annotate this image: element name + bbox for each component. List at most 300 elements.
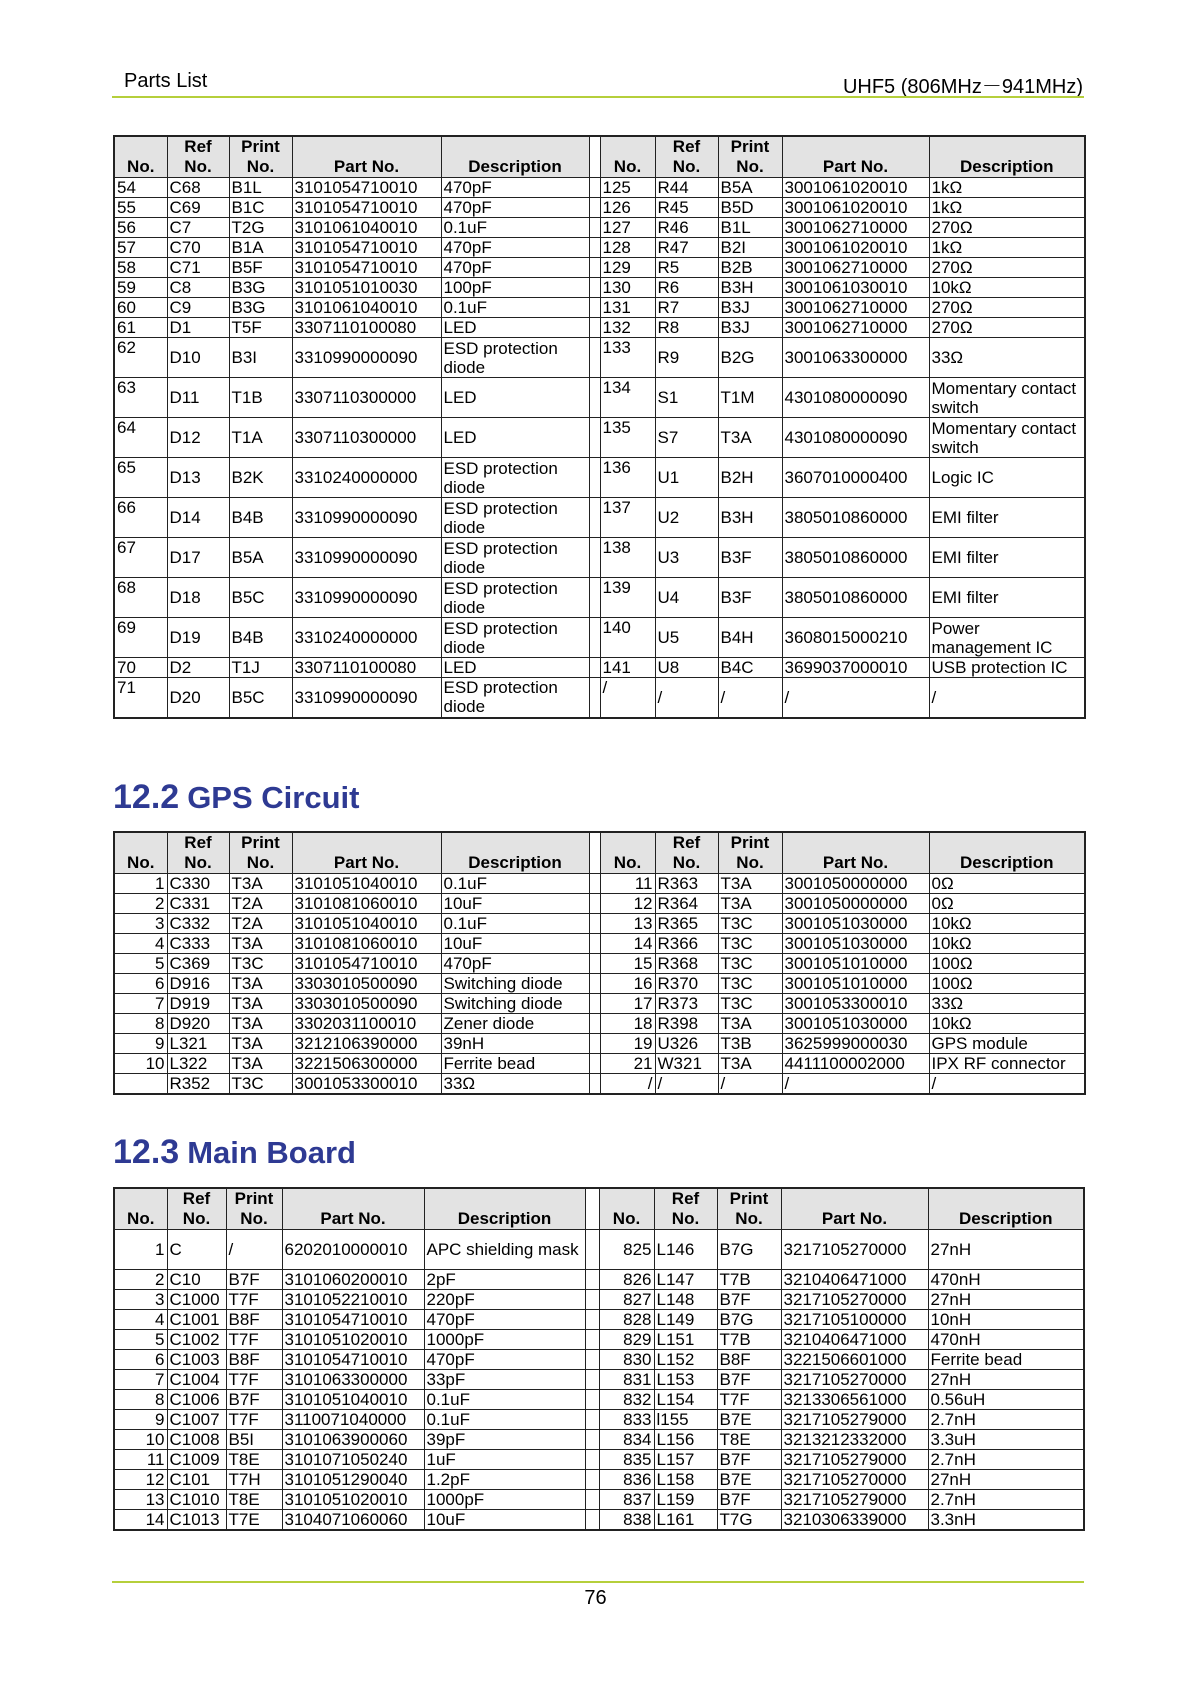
cell-print-no: B7G [717,1230,781,1270]
cell-part-no: 3210306339000 [781,1510,928,1531]
cell-description: 0.1uF [441,874,589,894]
table-row [114,678,1085,718]
cell-print-no: / [718,678,782,718]
footer-rule [112,1581,1084,1583]
ref-no-header: Ref No. [654,1188,717,1230]
cell-part-no: 3307110100080 [292,318,441,338]
description-header: Description [929,136,1085,178]
cell-ref-no: C10 [167,1270,226,1290]
cell-print-no: / [718,1074,782,1095]
cell-print-no: T7F [226,1370,282,1390]
cell-no: 7 [114,994,167,1014]
cell-part-no: 3001061020010 [782,238,929,258]
table-row [114,974,1085,994]
cell-description: 220pF [424,1290,585,1310]
cell-no: 63 [114,378,167,418]
table-row [114,318,1085,338]
cell-print-no: B4C [718,658,782,678]
cell-print-no: B3G [229,298,292,318]
cell-no: 4 [114,1310,167,1330]
table-row [114,954,1085,974]
cell-description: 100Ω [929,974,1085,994]
cell-no: 827 [599,1290,654,1310]
parts-table-gps [113,831,1086,1095]
cell-description: 10uF [424,1510,585,1531]
table-row [114,1450,1084,1470]
cell-ref-no: D2 [167,658,229,678]
cell-print-no: B2H [718,458,782,498]
cell-no: 3 [114,914,167,934]
cell-ref-no: U8 [655,658,718,678]
table-row [114,994,1085,1014]
table-row [114,1490,1084,1510]
table-row [114,338,1085,378]
cell-part-no: 3307110100080 [292,658,441,678]
cell-part-no: 3805010860000 [782,538,929,578]
cell-no: 66 [114,498,167,538]
table-row [114,378,1085,418]
cell-print-no: B7F [717,1490,781,1510]
cell-no: 13 [600,914,655,934]
cell-description: ESD protection diode [441,498,589,538]
column-separator [585,1470,599,1490]
cell-part-no: 3303010500090 [292,974,441,994]
cell-ref-no: D13 [167,458,229,498]
column-separator [589,278,600,298]
cell-part-no: 3101081060010 [292,894,441,914]
cell-part-no: 3310990000090 [292,578,441,618]
cell-description: 270Ω [929,318,1085,338]
cell-description: 270Ω [929,218,1085,238]
column-separator [589,498,600,538]
cell-description: 1.2pF [424,1470,585,1490]
table-row [114,1290,1084,1310]
parts-table-uhf5 [113,135,1086,719]
cell-part-no: 3101051010030 [292,278,441,298]
cell-part-no: 3221506300000 [292,1054,441,1074]
cell-print-no: T1B [229,378,292,418]
cell-ref-no: C9 [167,298,229,318]
cell-part-no: 3310240000000 [292,618,441,658]
cell-part-no: / [782,678,929,718]
cell-no [114,1074,167,1095]
cell-description: 0.56uH [928,1390,1084,1410]
cell-no: 60 [114,298,167,318]
cell-ref-no: L149 [654,1310,717,1330]
cell-ref-no: C333 [167,934,229,954]
cell-ref-no: R44 [655,178,718,198]
cell-print-no: B7E [717,1410,781,1430]
cell-ref-no: C69 [167,198,229,218]
cell-print-no: T7E [226,1510,282,1531]
cell-description: ESD protection diode [441,578,589,618]
cell-ref-no: D11 [167,378,229,418]
cell-part-no: 3217105279000 [781,1490,928,1510]
cell-no: 59 [114,278,167,298]
cell-ref-no: D919 [167,994,229,1014]
cell-print-no: T1J [229,658,292,678]
cell-print-no: T3A [718,1054,782,1074]
cell-ref-no: L154 [654,1390,717,1410]
cell-no: 134 [600,378,655,418]
column-separator [585,1510,599,1531]
cell-no: 1 [114,1230,167,1270]
cell-ref-no: C330 [167,874,229,894]
cell-no: 832 [599,1390,654,1410]
cell-description: GPS module [929,1034,1085,1054]
table-row [114,238,1085,258]
cell-print-no: B5C [229,678,292,718]
cell-no: 57 [114,238,167,258]
cell-description: 27nH [928,1370,1084,1390]
cell-description: 0Ω [929,874,1085,894]
cell-no: 9 [114,1034,167,1054]
cell-ref-no: C1010 [167,1490,226,1510]
cell-ref-no: C1009 [167,1450,226,1470]
cell-description: ESD protection diode [441,538,589,578]
cell-no: 58 [114,258,167,278]
cell-print-no: B8F [717,1350,781,1370]
table-row [114,1014,1085,1034]
cell-description: 470pF [441,238,589,258]
cell-part-no: 3101054710010 [292,954,441,974]
cell-ref-no: R373 [655,994,718,1014]
cell-ref-no: L153 [654,1370,717,1390]
cell-print-no: B5A [229,538,292,578]
cell-no: 16 [600,974,655,994]
cell-part-no: / [782,1074,929,1095]
cell-no: 825 [599,1230,654,1270]
description-header: Description [929,832,1085,874]
ref-no-header: Ref No. [655,136,718,178]
cell-part-no: 3217105270000 [781,1470,928,1490]
table-row [114,178,1085,198]
column-separator [585,1430,599,1450]
cell-print-no: T3C [718,914,782,934]
cell-print-no: T3A [229,1014,292,1034]
cell-part-no: 3101054710010 [292,258,441,278]
cell-part-no: 3607010000400 [782,458,929,498]
cell-no: 127 [600,218,655,238]
cell-no: 14 [600,934,655,954]
cell-description: 10kΩ [929,278,1085,298]
cell-description: Momentary contact switch [929,418,1085,458]
cell-part-no: 3310990000090 [292,538,441,578]
column-separator [589,258,600,278]
cell-no: 12 [600,894,655,914]
cell-part-no: 3101054710010 [292,198,441,218]
column-separator [589,618,600,658]
cell-description: 470pF [441,198,589,218]
cell-part-no: 3101051290040 [282,1470,424,1490]
column-separator [585,1188,599,1230]
cell-no: 834 [599,1430,654,1450]
cell-no: 54 [114,178,167,198]
cell-ref-no: C1004 [167,1370,226,1390]
cell-ref-no: C1006 [167,1390,226,1410]
cell-print-no: T3A [718,418,782,458]
cell-ref-no: U1 [655,458,718,498]
cell-ref-no: D18 [167,578,229,618]
cell-print-no: T7F [226,1330,282,1350]
column-separator [585,1350,599,1370]
cell-no: 828 [599,1310,654,1330]
cell-ref-no: D19 [167,618,229,658]
cell-print-no: B7F [717,1450,781,1470]
cell-print-no: B7G [717,1310,781,1330]
cell-part-no: 3101051020010 [282,1490,424,1510]
cell-ref-no: D10 [167,338,229,378]
cell-no: 67 [114,538,167,578]
cell-part-no: 3001051010000 [782,954,929,974]
cell-no: 138 [600,538,655,578]
column-separator [589,298,600,318]
cell-description: Switching diode [441,994,589,1014]
cell-description: Logic IC [929,458,1085,498]
cell-ref-no: R8 [655,318,718,338]
cell-print-no: T3A [718,874,782,894]
cell-description: EMI filter [929,498,1085,538]
cell-part-no: 3001062710000 [782,298,929,318]
cell-part-no: 3001051010000 [782,974,929,994]
cell-no: 8 [114,1390,167,1410]
cell-part-no: 3307110300000 [292,418,441,458]
cell-no: 8 [114,1014,167,1034]
print-no-header: Print No. [229,832,292,874]
cell-description: 10uF [441,934,589,954]
cell-ref-no: C1008 [167,1430,226,1450]
cell-ref-no: C369 [167,954,229,974]
cell-no: 830 [599,1350,654,1370]
cell-ref-no: L321 [167,1034,229,1054]
cell-no: 15 [600,954,655,974]
column-separator [589,1034,600,1054]
cell-description: 1kΩ [929,198,1085,218]
cell-part-no: 3310990000090 [292,678,441,718]
cell-ref-no: D14 [167,498,229,538]
cell-ref-no: U2 [655,498,718,538]
cell-no: 829 [599,1330,654,1350]
table-row [114,298,1085,318]
table-row [114,218,1085,238]
description-header: Description [441,832,589,874]
cell-ref-no: C68 [167,178,229,198]
cell-description: 2.7nH [928,1490,1084,1510]
cell-description: 2.7nH [928,1410,1084,1430]
part-no-header: Part No. [781,1188,928,1230]
cell-ref-no: R364 [655,894,718,914]
no-header: No. [114,136,167,178]
cell-description: IPX RF connector [929,1054,1085,1074]
print-no-header: Print No. [718,136,782,178]
section-number: 12.2 [113,778,180,816]
cell-description: 1kΩ [929,238,1085,258]
cell-part-no: 3217105270000 [781,1230,928,1270]
cell-ref-no: D920 [167,1014,229,1034]
cell-description: 0.1uF [441,218,589,238]
column-separator [585,1390,599,1410]
column-separator [585,1290,599,1310]
cell-part-no: 3101051040010 [292,914,441,934]
cell-no: 126 [600,198,655,218]
cell-print-no: T5F [229,318,292,338]
cell-part-no: 3001061020010 [782,198,929,218]
cell-part-no: 4411100002000 [782,1054,929,1074]
cell-description: 1000pF [424,1330,585,1350]
cell-print-no: B4H [718,618,782,658]
cell-ref-no: D916 [167,974,229,994]
cell-print-no: B3I [229,338,292,378]
table-row [114,1410,1084,1430]
cell-print-no: T3A [718,894,782,914]
cell-no: 135 [600,418,655,458]
cell-description: 10kΩ [929,1014,1085,1034]
cell-no: 5 [114,954,167,974]
column-separator [589,832,600,874]
cell-part-no: 3217105270000 [781,1370,928,1390]
cell-part-no: 3001061020010 [782,178,929,198]
cell-print-no: T3A [229,1054,292,1074]
cell-ref-no: R45 [655,198,718,218]
no-header: No. [114,1188,167,1230]
cell-ref-no: D12 [167,418,229,458]
table-row [114,258,1085,278]
cell-part-no: 3001062710000 [782,258,929,278]
cell-description: 3.3nH [928,1510,1084,1531]
cell-part-no: 3217105279000 [781,1450,928,1470]
cell-no: 837 [599,1490,654,1510]
cell-print-no: T3C [229,954,292,974]
cell-print-no: T3C [718,934,782,954]
cell-no: 137 [600,498,655,538]
cell-ref-no: C1001 [167,1310,226,1330]
print-no-header: Print No. [226,1188,282,1230]
cell-no: 128 [600,238,655,258]
cell-ref-no: R7 [655,298,718,318]
cell-ref-no: C1000 [167,1290,226,1310]
cell-part-no: 3805010860000 [782,498,929,538]
cell-part-no: 3217105270000 [781,1290,928,1310]
cell-part-no: 3001051030000 [782,1014,929,1034]
cell-print-no: T2A [229,914,292,934]
ref-no-header: Ref No. [167,1188,226,1230]
section-number: 12.3 [113,1133,180,1171]
cell-print-no: B5I [226,1430,282,1450]
table-row [114,1310,1084,1330]
cell-description: 2pF [424,1270,585,1290]
cell-no: 833 [599,1410,654,1430]
cell-print-no: T8E [226,1490,282,1510]
cell-ref-no: R365 [655,914,718,934]
cell-description: APC shielding mask [424,1230,585,1270]
cell-ref-no: L159 [654,1490,717,1510]
cell-ref-no: C1013 [167,1510,226,1531]
table-row [114,1230,1084,1270]
cell-ref-no: l155 [654,1410,717,1430]
column-separator [589,874,600,894]
cell-no: 125 [600,178,655,198]
cell-description: Momentary contact switch [929,378,1085,418]
table-row [114,1074,1085,1095]
cell-part-no: 3699037000010 [782,658,929,678]
cell-part-no: 3110071040000 [282,1410,424,1430]
cell-part-no: 3001061030010 [782,278,929,298]
column-separator [589,378,600,418]
cell-description: 270Ω [929,258,1085,278]
cell-description: LED [441,658,589,678]
cell-no: 65 [114,458,167,498]
table-row [114,1054,1085,1074]
cell-ref-no: U4 [655,578,718,618]
cell-description: 33Ω [929,994,1085,1014]
table-row [114,198,1085,218]
cell-no: 19 [600,1034,655,1054]
column-separator [589,538,600,578]
cell-part-no: 3217105279000 [781,1410,928,1430]
cell-print-no: T8E [226,1450,282,1470]
cell-part-no: 3101061040010 [292,298,441,318]
cell-description: ESD protection diode [441,618,589,658]
cell-no: 2 [114,894,167,914]
cell-no: 835 [599,1450,654,1470]
cell-print-no: T3A [229,1034,292,1054]
column-separator [589,894,600,914]
cell-part-no: 3101054710010 [292,238,441,258]
cell-part-no: 6202010000010 [282,1230,424,1270]
column-separator [589,178,600,198]
cell-description: 470pF [424,1350,585,1370]
cell-part-no: 3001062710000 [782,218,929,238]
cell-no: 56 [114,218,167,238]
no-header: No. [600,832,655,874]
cell-no: 129 [600,258,655,278]
cell-no: 2 [114,1270,167,1290]
cell-no: / [600,678,655,718]
cell-description: 0Ω [929,894,1085,914]
cell-part-no: 3805010860000 [782,578,929,618]
cell-part-no: 3213212332000 [781,1430,928,1450]
cell-no: 132 [600,318,655,338]
cell-ref-no: R46 [655,218,718,238]
cell-part-no: 3001053300010 [292,1074,441,1095]
cell-no: 1 [114,874,167,894]
cell-ref-no: R352 [167,1074,229,1095]
column-separator [589,458,600,498]
cell-description: 10kΩ [929,914,1085,934]
cell-ref-no: R6 [655,278,718,298]
cell-ref-no: D20 [167,678,229,718]
cell-print-no: / [226,1230,282,1270]
cell-description: 0.1uF [441,914,589,934]
cell-no: 131 [600,298,655,318]
cell-print-no: T3B [718,1034,782,1054]
cell-print-no: B3F [718,578,782,618]
cell-description: 470pF [424,1310,585,1330]
cell-print-no: B8F [226,1350,282,1370]
cell-print-no: T7F [226,1410,282,1430]
cell-ref-no: C1003 [167,1350,226,1370]
table-row [114,874,1085,894]
section-title: Main Board [187,1135,356,1170]
cell-ref-no: C332 [167,914,229,934]
cell-description: 100pF [441,278,589,298]
cell-description: / [929,1074,1085,1095]
cell-no: 70 [114,658,167,678]
cell-print-no: B3H [718,278,782,298]
cell-no: 5 [114,1330,167,1350]
header-band: UHF5 (806MHz－941MHz) [842,76,1083,98]
cell-ref-no: C331 [167,894,229,914]
